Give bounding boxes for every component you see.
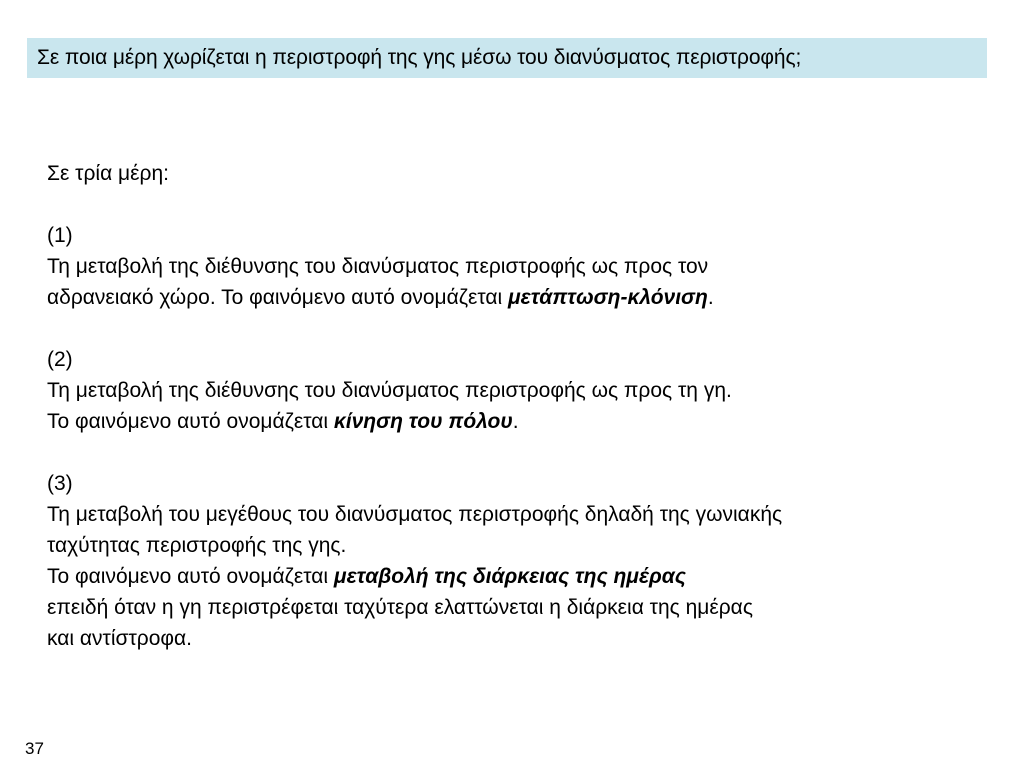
item-3-line-5: και αντίστροφα. xyxy=(47,627,192,650)
item-2-term: κίνηση του πόλου xyxy=(333,410,513,433)
page-number: 37 xyxy=(25,739,44,758)
spacer xyxy=(47,189,997,220)
item-1-line-2 xyxy=(47,282,997,313)
slide-title-bar xyxy=(27,38,987,78)
item-2-line-2-suffix: . xyxy=(512,410,519,433)
item-2-line-2 xyxy=(47,406,997,437)
item-2-line-2-prefix: Το φαινόμενο αυτό ονομάζεται xyxy=(47,410,334,433)
item-3-line-3 xyxy=(47,561,997,592)
item-1-line-1: Τη μεταβολή της διέθυνσης του διανύσματος περιστροφής ως προς τον xyxy=(47,255,709,278)
spacer xyxy=(47,437,997,468)
item-2-line-1: Τη μεταβολή της διέθυνσης του διανύσματος περιστροφής ως προς τη γη. xyxy=(47,379,732,402)
item-3-line-4: επειδή όταν η γη περιστρέφεται ταχύτερα ελαττώνεται η διάρκεια της ημέρας xyxy=(47,596,753,619)
item-3-line-3-prefix: Το φαινόμενο αυτό ονομάζεται xyxy=(47,565,334,588)
spacer xyxy=(47,313,997,344)
item-3-line-2: ταχύτητας περιστροφής της γης. xyxy=(47,534,347,557)
item-3-term: μεταβολή της διάρκειας της ημέρας xyxy=(333,565,686,588)
item-2-number: (2) xyxy=(47,348,73,371)
item-1-line-2-prefix: αδρανειακό χώρο. Το φαινόμενο αυτό ονομάζεται xyxy=(47,286,509,309)
intro-text: Σε τρία μέρη: xyxy=(47,162,169,185)
item-3-line-1: Τη μεταβολή του μεγέθους του διανύσματος περιστροφής δηλαδή της γωνιακής xyxy=(47,503,783,526)
item-1-number: (1) xyxy=(47,224,73,247)
slide-title: Σε ποια μέρη χωρίζεται η περιστροφή της γης μέσω του διανύσματος περιστροφής; xyxy=(37,46,802,69)
item-1-line-2-suffix: . xyxy=(707,286,714,309)
item-3-number: (3) xyxy=(47,472,73,495)
item-1-term: μετάπτωση-κλόνιση xyxy=(508,286,708,309)
slide-body xyxy=(47,158,997,654)
